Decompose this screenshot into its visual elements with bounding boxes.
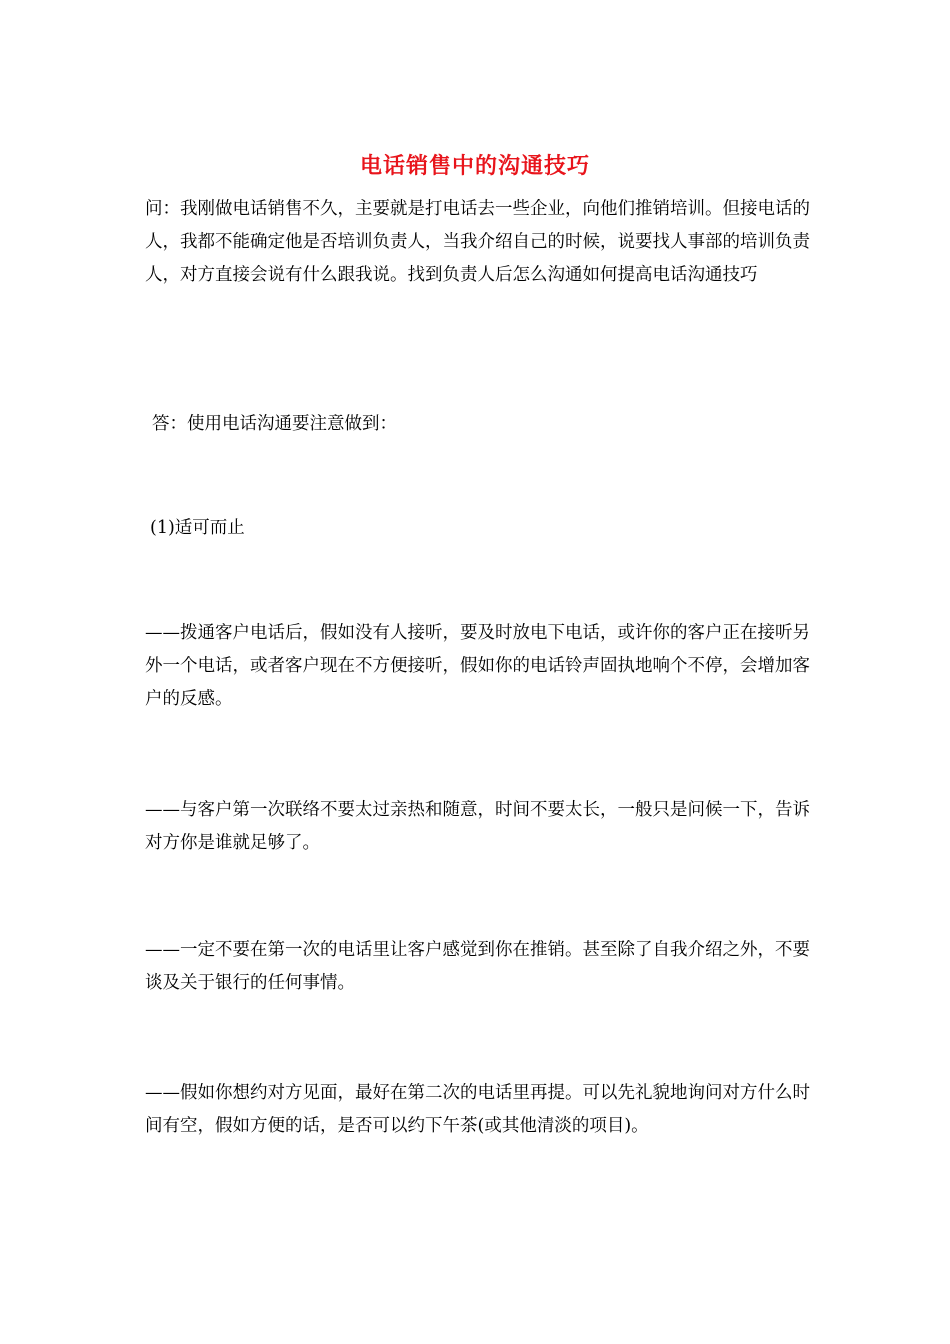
point-heading: (1)适可而止 — [150, 518, 245, 538]
document-title: 电话销售中的沟通技巧 — [359, 153, 590, 179]
answer-intro: 答：使用电话沟通要注意做到： — [152, 414, 397, 434]
bullet-paragraph: ——一定不要在第一次的电话里让客户感觉到你在推销。甚至除了自我介绍之外，不要谈及关于银行的任何事情。 — [145, 940, 810, 993]
bullet-paragraph: ——假如你想约对方见面，最好在第二次的电话里再提。可以先礼貌地询问对方什么时间有空，假如方便的话，是否可以约下午茶(或其他清淡的项目)。 — [145, 1083, 810, 1136]
question-paragraph: 问：我刚做电话销售不久，主要就是打电话去一些企业，向他们推销培训。但接电话的人，我都不能确定他是否培训负责人，当我介绍自己的时候，说要找人事部的培训负责人，对方直接会说有什么跟我说。找到负责人后怎么沟通如何提高电话沟通技巧 — [145, 199, 810, 285]
bullet-paragraph: ——与客户第一次联络不要太过亲热和随意，时间不要太长，一般只是问候一下，告诉对方你是谁就足够了。 — [145, 800, 810, 853]
bullet-paragraph: ——拨通客户电话后，假如没有人接听，要及时放电下电话，或许你的客户正在接听另外一个电话，或者客户现在不方便接听，假如你的电话铃声固执地响个不停，会增加客户的反感。 — [145, 623, 810, 709]
